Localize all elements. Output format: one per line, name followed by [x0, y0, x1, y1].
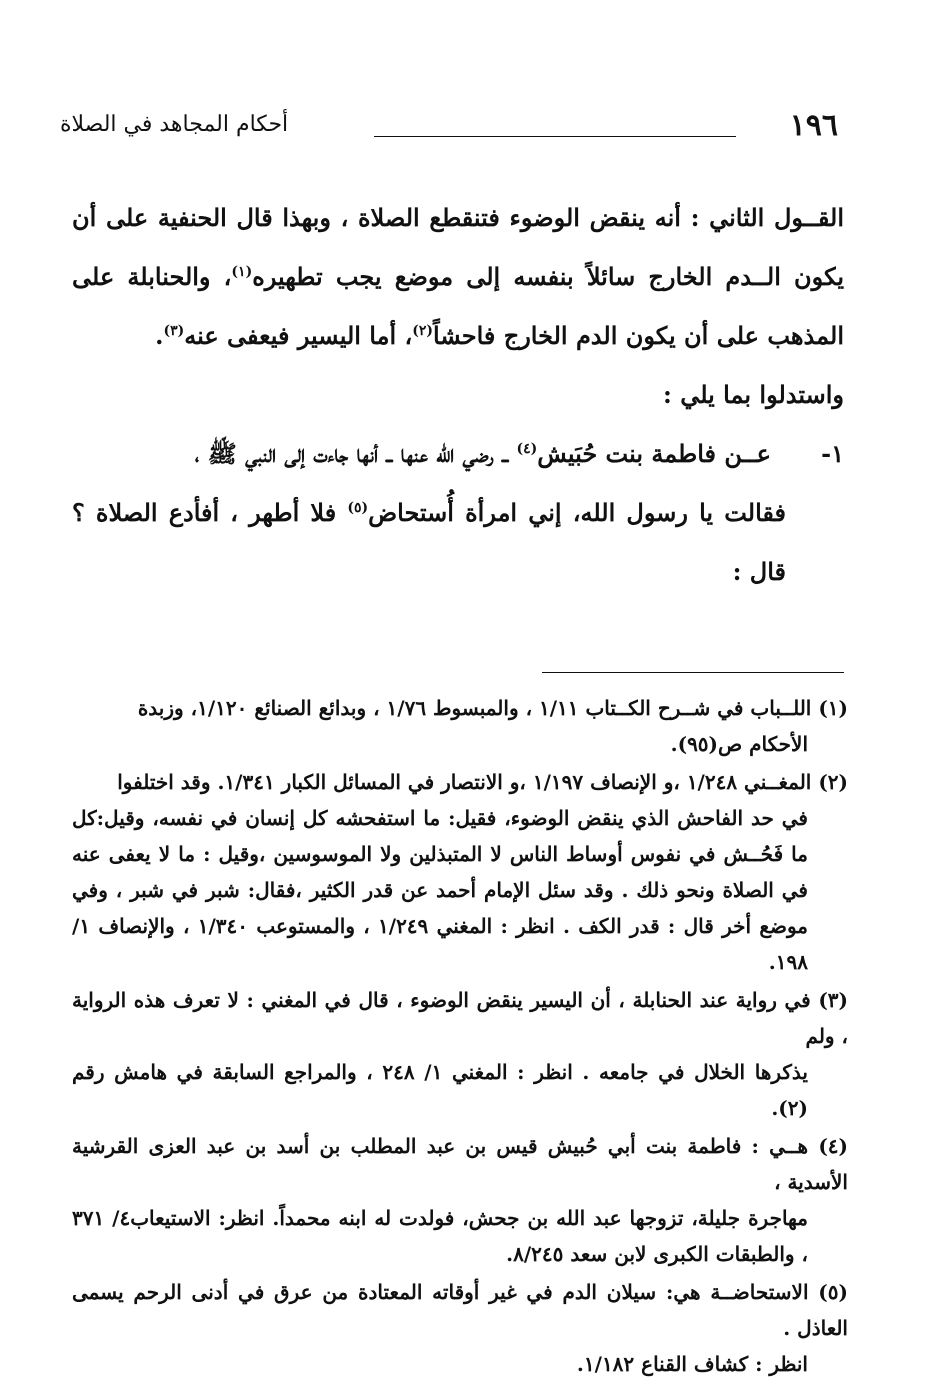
footnote-marker: (٣)	[818, 988, 849, 1012]
main-text	[72, 188, 844, 601]
footnote-text-continued: في حد الفاحش الذي ينقض الوضوء، فقيل: ما استفحشه كل إنسان في نفسه، وقيل:كل ما فَحُــش في نفوس أوساط الناس لا المتبذلين ولا الموسوسين ،وقيل : ما لا يعفى عنه في الصلاة ونحو ذلك . وقد سئل الإمام أحمد عن قدر الكثير ،فقال: شبر في شبر ، وفي موضع أخر قال : قدر الكف . انظر : المغني ١/٢٤٩ ، والمستوعب ١/٣٤٠ ، والإنصاف ١/ ١٩٨.	[72, 806, 808, 974]
footnote-ref[interactable]: (١)	[231, 264, 253, 280]
paragraph-text: ، أما اليسير فيعفى عنه	[184, 321, 413, 350]
footnote-ref[interactable]: (٣)	[163, 323, 185, 339]
running-title: أحكام المجاهد في الصلاة	[60, 112, 289, 137]
footnote-marker: (١)	[818, 696, 848, 720]
footnote-marker: (٤)	[818, 1134, 849, 1158]
footnote-5	[72, 1274, 848, 1382]
paragraph-text: القــول الثاني : أنه ينقض الوضوء فتنقطع الصلاة ، وبهذا قال الحنفية على أن يكون الــدم الخارج سائلاً بنفسه إلى موضع يجب تطهيره	[72, 203, 844, 291]
item-text: عــن فاطمة بنت حُبَيش	[537, 439, 771, 468]
footnote-ref[interactable]: (٤)	[516, 441, 538, 457]
paragraph-second-opinion	[72, 188, 844, 365]
footnote-separator	[542, 672, 844, 673]
footnote-marker: (٢)	[818, 770, 848, 794]
footnote-text-continued: يذكرها الخلال في جامعه . انظر : المغني ١/ ٢٤٨ ، والمراجع السابقة في هامش رقم (٢).	[72, 1060, 808, 1120]
paragraph-text: .	[155, 321, 164, 350]
footnote-text: المغــني ١/٢٤٨ ،و الإنصاف ١/١٩٧ ،و الانتصار في المسائل الكبار ١/٣٤١. وقد اختلفوا	[117, 770, 812, 794]
footnote-text: اللــباب في شــرح الكــتاب ١/١١ ، والمبسوط ١/٧٦ ، وبدائع الصنائع ١/١٢٠، وزبدة	[137, 696, 812, 720]
footnote-text: الاستحاضــة هي: سيلان الدم في غير أوقاته المعتادة من عرق في أدنى الرحم يسمى العاذل .	[72, 1280, 848, 1340]
footnote-ref[interactable]: (٥)	[347, 500, 369, 516]
footnote-3	[72, 982, 848, 1126]
header-rule	[374, 136, 736, 137]
evidence-item-1-continued	[72, 483, 844, 601]
page-number: ١٩٦	[789, 108, 838, 143]
item-number: ١-	[821, 439, 844, 468]
footnote-text: هــي : فاطمة بنت أبي حُبيش قيس بن عبد المطلب بن أسد بن عبد العزى القرشية الأسدية ،	[72, 1134, 848, 1194]
footnote-text: في رواية عند الحنابلة ، أن اليسير ينقض الوضوء ، قال في المغني : لا تعرف هذه الرواية ، ولم	[72, 988, 848, 1048]
page-header	[60, 108, 850, 148]
footnote-2	[72, 764, 848, 980]
item-text: ــ رضي الله عنها ــ أنها جاءت إلى النبي ﷺ ،	[194, 439, 509, 468]
footnote-1	[72, 690, 848, 762]
paragraph-text: ، والحنابلة على المذهب على أن يكون الدم الخارج فاحشاً	[72, 262, 844, 350]
footnotes	[72, 690, 848, 1384]
evidence-item-1	[72, 424, 844, 483]
footnote-marker: (٥)	[818, 1280, 848, 1304]
footnote-text-continued: الأحكام ص(٩٥).	[670, 732, 808, 756]
item-text: فقالت يا رسول الله، إني امرأة أُستحاض	[368, 498, 786, 527]
footnote-ref[interactable]: (٢)	[412, 323, 434, 339]
paragraph-evidence-intro: واستدلوا بما يلي :	[662, 380, 844, 409]
item-text: فلا أطهر ، أفأدع الصلاة ؟ قال :	[72, 498, 786, 586]
footnote-4	[72, 1128, 848, 1272]
footnote-text-continued: مهاجرة جليلة، تزوجها عبد الله بن جحش، فولدت له ابنه محمداً. انظر: الاستيعاب٤/ ٣٧١ ، والطبقات الكبرى لابن سعد ٨/٢٤٥.	[72, 1206, 808, 1266]
footnote-text-continued: انظر : كشاف القناع ١/١٨٢.	[576, 1352, 808, 1376]
